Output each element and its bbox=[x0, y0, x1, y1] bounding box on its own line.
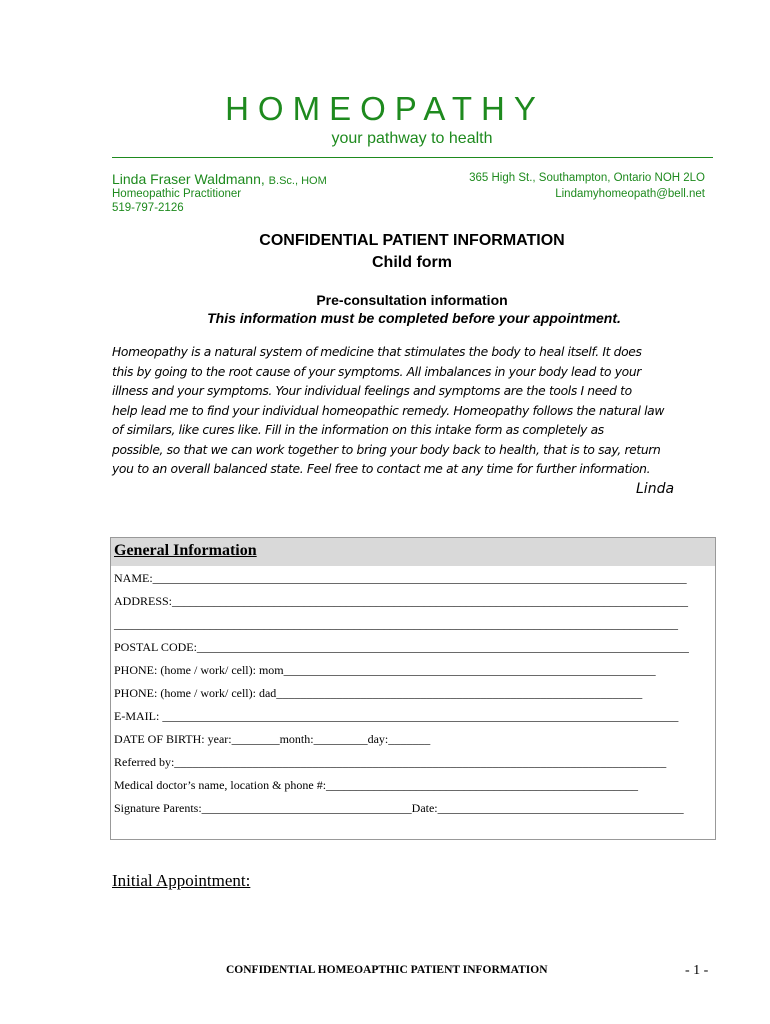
footer-text: CONFIDENTIAL HOMEOAPTHIC PATIENT INFORMATION bbox=[226, 964, 548, 976]
page-number: - 1 - bbox=[685, 963, 709, 978]
section-title: General Information bbox=[114, 542, 257, 559]
header-divider bbox=[112, 157, 713, 158]
address-line2-field[interactable]: ______________________________________________________________________________________________ bbox=[114, 617, 678, 631]
date-of-birth-field[interactable]: DATE OF BIRTH: year:________month:_________day:_______ bbox=[114, 732, 431, 746]
practitioner-phone: 519-797-2126 bbox=[112, 202, 184, 214]
intro-line: this by going to the root cause of your symptoms. All imbalances in your body lead to your bbox=[112, 364, 641, 379]
tagline: your pathway to health bbox=[331, 130, 493, 147]
name-field[interactable]: NAME:_________________________________________________________________________________________ bbox=[114, 571, 687, 585]
credentials: B.Sc., HOM bbox=[268, 175, 327, 187]
practitioner-role: Homeopathic Practitioner bbox=[112, 188, 242, 200]
form-heading: CONFIDENTIAL PATIENT INFORMATION bbox=[259, 232, 565, 249]
general-information-section bbox=[110, 537, 716, 840]
form-subheading: Child form bbox=[372, 254, 452, 271]
preconsult-label: Pre-consultation information bbox=[316, 292, 508, 308]
intro-paragraph bbox=[112, 343, 712, 480]
intro-line: of similars, like cures like. Fill in the information on this intake form as completely as bbox=[112, 423, 604, 437]
postal-code-field[interactable]: POSTAL CODE:__________________________________________________________________________________ bbox=[114, 640, 689, 654]
practitioner-email: Lindamyhomeopath@bell.net bbox=[555, 188, 705, 200]
practitioner-address: 365 High St., Southampton, Ontario NOH 2LO bbox=[469, 172, 705, 184]
intro-line: help lead me to find your individual homeopathic remedy. Homeopathy follows the natural law bbox=[112, 403, 665, 418]
address-field[interactable]: ADDRESS:______________________________________________________________________________________ bbox=[114, 594, 689, 608]
intro-line: Homeopathy is a natural system of medicine that stimulates the body to heal itself. It does bbox=[112, 345, 642, 359]
page-title: HOMEOPATHY bbox=[225, 90, 545, 127]
practitioner-name-line bbox=[112, 171, 327, 187]
referred-by-field[interactable]: Referred by:__________________________________________________________________________________ bbox=[114, 755, 667, 769]
practitioner-name: Linda Fraser Waldmann, bbox=[112, 171, 265, 187]
signature-date-field[interactable]: Signature Parents:___________________________________Date:_________________________________________ bbox=[114, 801, 684, 815]
preconsult-note: This information must be completed before your appointment. bbox=[207, 310, 621, 326]
signature: Linda bbox=[636, 481, 675, 497]
medical-doctor-field[interactable]: Medical doctor’s name, location & phone #:____________________________________________________ bbox=[114, 778, 639, 792]
intro-line: you to an overall balanced state. Feel free to contact me at any time for further information. bbox=[112, 462, 651, 476]
intro-line: possible, so that we can work together to bring your body back to health, that is to say, return bbox=[112, 442, 661, 457]
intro-line: illness and your symptoms. Your individual feelings and symptoms are the tools I need to bbox=[112, 384, 632, 398]
initial-appointment-label: Initial Appointment: bbox=[112, 871, 251, 890]
phone-dad-field[interactable]: PHONE: (home / work/ cell): dad_____________________________________________________________ bbox=[114, 686, 643, 700]
section-header bbox=[111, 538, 715, 566]
email-field[interactable]: E-MAIL: ______________________________________________________________________________________ bbox=[114, 709, 679, 723]
phone-mom-field[interactable]: PHONE: (home / work/ cell): mom______________________________________________________________ bbox=[114, 663, 656, 677]
